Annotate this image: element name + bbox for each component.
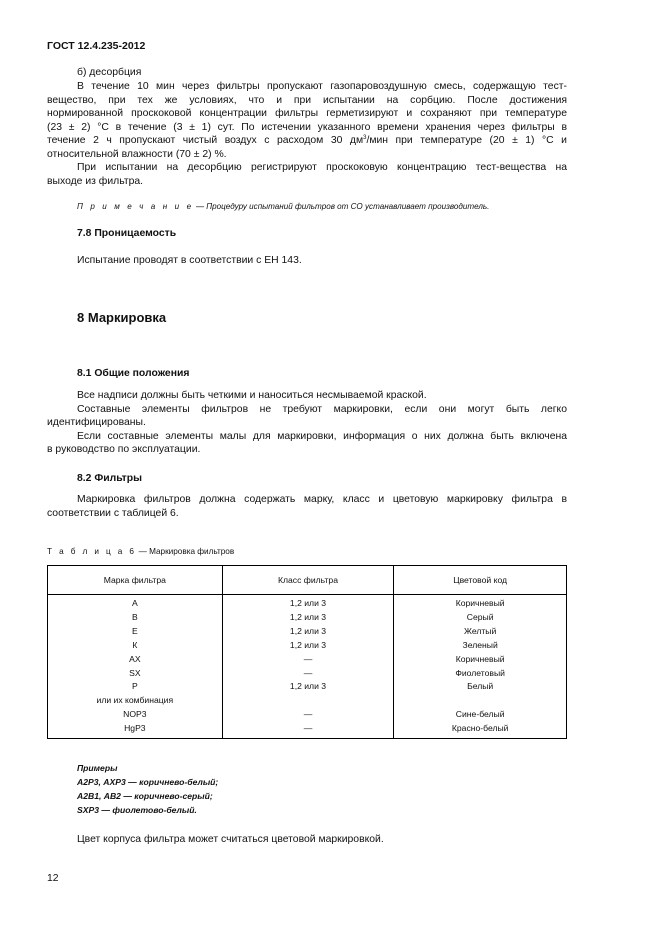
desorption-line: течение 2 ч пропускают чистый воздух с расходом 30 $дм^3$/мин при температуре (20 ± 1) °С и — [47, 135, 567, 146]
table-cell: Желтый — [394, 625, 567, 639]
table-cell: В — [48, 611, 223, 625]
table-cell: — — [222, 722, 394, 738]
table-row — [48, 667, 567, 681]
document-header: ГОСТ 12.4.235-2012 — [47, 40, 146, 52]
example-line: А2В1, АВ2 — коричнево-серый; — [77, 791, 213, 801]
page-number: 12 — [47, 873, 59, 884]
table-cell: Коричневый — [394, 653, 567, 667]
note: П р и м е ч а н и е — Процедуру испытаний фильтров от СО устанавливает производитель. — [77, 202, 490, 211]
table-cell: Белый — [394, 680, 567, 694]
final-paragraph: Цвет корпуса фильтра может считаться цветовой маркировкой. — [77, 834, 384, 845]
table-cell: — — [222, 653, 394, 667]
table-cell: NOP3 — [48, 708, 223, 722]
desorption-line: относительной влажности (70 ± 2) %. — [47, 148, 227, 160]
table-row — [48, 680, 567, 694]
marking-table — [47, 565, 567, 739]
examples-title: Примеры — [77, 763, 118, 773]
column-header: Класс фильтра — [222, 566, 394, 595]
table-cell: или их комбинация — [48, 694, 223, 708]
paragraph: Если составные элементы малы для маркировки, информация о них должна быть включена — [77, 430, 567, 442]
example-line: А2Р3, АХР3 — коричнево-белый; — [77, 777, 219, 787]
example-line: SXP3 — фиолетово-белый. — [77, 805, 197, 815]
table-cell: — — [222, 667, 394, 681]
table-cell: К — [48, 639, 223, 653]
section-7-8-text: Испытание проводят в соответствии с ЕН 143. — [77, 255, 302, 266]
desorption-line: При испытании на десорбцию регистрируют проскоковую концентрацию тест-вещества на — [77, 162, 567, 173]
table-row — [48, 694, 567, 708]
section-7-8-title: 7.8 Проницаемость — [77, 228, 177, 239]
table-row — [48, 595, 567, 611]
table-cell: 1,2 или 3 — [222, 680, 394, 694]
table-cell: Сине-белый — [394, 708, 567, 722]
table-row — [48, 625, 567, 639]
column-header: Цветовой код — [394, 566, 567, 595]
desorption-heading: б) десорбция — [77, 67, 142, 78]
paragraph: Составные элементы фильтров не требуют маркировки, если они могут быть легко — [77, 403, 567, 415]
desorption-line: В течение 10 мин через фильтры пропускают газопаровоздушную смесь, содержащую тест- — [77, 81, 567, 92]
desorption-line: (23 ± 2) °С в течение (3 ± 1) сут. По истечении указанного времени хранения через фильтры в — [47, 121, 567, 133]
table-cell: — — [222, 708, 394, 722]
section-8-1-title: 8.1 Общие положения — [77, 368, 190, 379]
table-cell: 1,2 или 3 — [222, 639, 394, 653]
table-cell — [222, 694, 394, 708]
table-row — [48, 722, 567, 738]
table-cell: Е — [48, 625, 223, 639]
table-cell: 1,2 или 3 — [222, 595, 394, 611]
table-cell: Коричневый — [394, 595, 567, 611]
desorption-line: вещество, при тех же условиях, что и при испытании на сорбцию. После достижения — [47, 94, 567, 106]
column-header: Марка фильтра — [48, 566, 223, 595]
desorption-line: нормированной проскоковой концентрации фильтры герметизируют и сохраняют при температуре — [47, 108, 567, 119]
paragraph: в руководство по эксплуатации. — [47, 444, 201, 455]
table-cell: А — [48, 595, 223, 611]
table-caption: Т а б л и ц а 6 — Маркировка фильтров — [47, 547, 235, 556]
paragraph: Все надписи должны быть четкими и наноситься несмываемой краской. — [77, 390, 427, 401]
table-row — [48, 639, 567, 653]
table-header-row — [48, 566, 567, 595]
table-cell: Красно-белый — [394, 722, 567, 738]
table-cell: Р — [48, 680, 223, 694]
paragraph: соответствии с таблицей 6. — [47, 507, 179, 519]
desorption-line: выходе из фильтра. — [47, 175, 144, 187]
table-cell: 1,2 или 3 — [222, 611, 394, 625]
table-cell: 1,2 или 3 — [222, 625, 394, 639]
table-cell — [394, 694, 567, 708]
paragraph: идентифицированы. — [47, 417, 146, 428]
table-cell: Фиолетовый — [394, 667, 567, 681]
table-cell: HgP3 — [48, 722, 223, 738]
table-row — [48, 653, 567, 667]
section-8-2-title: 8.2 Фильтры — [77, 473, 142, 484]
paragraph: Маркировка фильтров должна содержать марку, класс и цветовую маркировку фильтра в — [77, 494, 567, 505]
table-row — [48, 611, 567, 625]
section-8-title: 8 Маркировка — [77, 310, 167, 325]
table-cell: SX — [48, 667, 223, 681]
table-cell: АХ — [48, 653, 223, 667]
table-row — [48, 708, 567, 722]
table-cell: Серый — [394, 611, 567, 625]
table-cell: Зеленый — [394, 639, 567, 653]
